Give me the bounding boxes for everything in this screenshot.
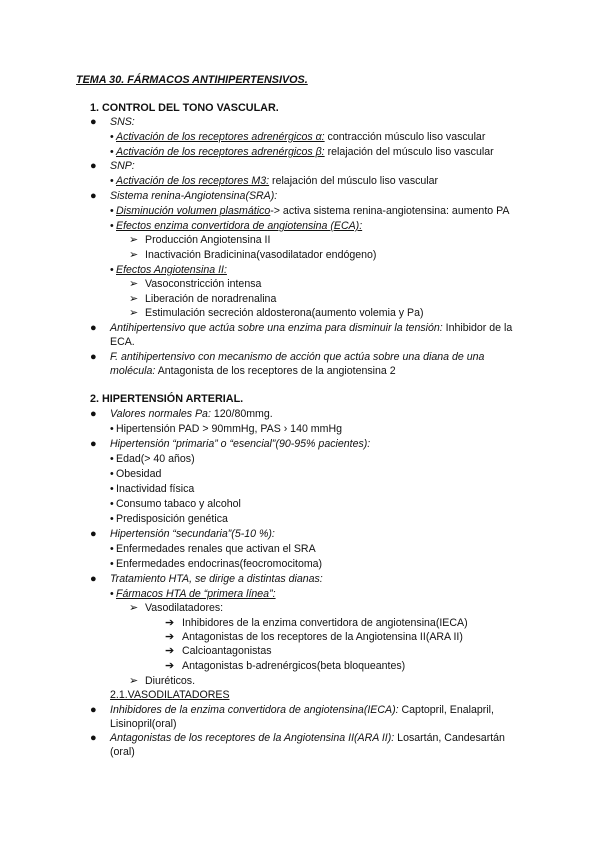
bullet: • bbox=[110, 513, 114, 525]
bullet-dot: ● bbox=[90, 704, 97, 716]
bullet-dot: ● bbox=[90, 408, 97, 420]
arrow-bullet: ➢ bbox=[129, 675, 139, 687]
vasodilatador-item: Calcioantagonistas bbox=[182, 645, 272, 657]
secundaria-item: Enfermedades renales que activan el SRA bbox=[116, 543, 316, 555]
sns-alpha-label: Activación de los receptores adrenérgicos α: bbox=[116, 131, 325, 143]
angiotensina-item: Vasoconstricción intensa bbox=[145, 278, 262, 290]
vasodilatador-item: Antagonistas b-adrenérgicos(beta bloqueantes) bbox=[182, 660, 406, 672]
primaria-item: Obesidad bbox=[116, 468, 162, 480]
bullet: • bbox=[110, 220, 114, 232]
snp-label: SNP: bbox=[110, 160, 135, 172]
section-2-heading: 2. HIPERTENSIÓN ARTERIAL. bbox=[90, 393, 244, 405]
arrow-bullet: ➢ bbox=[129, 278, 139, 290]
valores-normales-text: 120/80mmg. bbox=[210, 408, 273, 420]
arrow-bullet: ➔ bbox=[165, 645, 175, 657]
sra-volumen-text: -> activa sistema renina-angiotensina: aumento PA bbox=[270, 205, 510, 217]
arrow-bullet: ➔ bbox=[165, 660, 175, 672]
ara-paragraph bbox=[110, 731, 522, 759]
bullet: • bbox=[110, 146, 114, 158]
bullet-dot: ● bbox=[90, 190, 97, 202]
vasodilatador-item: Inhibidores de la enzima convertidora de angiotensina(IECA) bbox=[182, 617, 468, 629]
sns-beta-label: Activación de los receptores adrenérgicos β: bbox=[116, 146, 325, 158]
subsection-heading: 2.1.VASODILATADORES bbox=[110, 689, 230, 701]
bullet: • bbox=[110, 175, 114, 187]
angiotensina-item: Liberación de noradrenalina bbox=[145, 293, 277, 305]
primera-linea-label: Fármacos HTA de “primera línea”: bbox=[116, 588, 276, 600]
bullet: • bbox=[110, 498, 114, 510]
bullet-dot: ● bbox=[90, 351, 97, 363]
bullet: • bbox=[110, 264, 114, 276]
primaria-item: Edad(> 40 años) bbox=[116, 453, 195, 465]
arrow-bullet: ➔ bbox=[165, 617, 175, 629]
diana-label: F. antihipertensivo con mecanismo de acción que actúa sobre una diana de una molécula: bbox=[110, 351, 485, 377]
sns-alpha-line bbox=[116, 130, 485, 144]
primaria-item: Consumo tabaco y alcohol bbox=[116, 498, 241, 510]
bullet: • bbox=[110, 423, 114, 435]
diureticos-label: Diuréticos. bbox=[145, 675, 196, 687]
antihipertensivo-text: Inhibidor de la ECA. bbox=[110, 322, 513, 348]
vasodilatadores-label: Vasodilatadores: bbox=[145, 602, 224, 614]
ara-label: Antagonistas de los receptores de la Angiotensina II(ARA II): bbox=[110, 732, 395, 744]
page-title: TEMA 30. FÁRMACOS ANTIHIPERTENSIVOS. bbox=[76, 74, 308, 86]
antihipertensivo-paragraph bbox=[110, 321, 522, 349]
diana-text: Antagonista de los receptores de la angiotensina 2 bbox=[155, 365, 396, 377]
primaria-label: Hipertensión “primaria” o “esencial”(90-95% pacientes): bbox=[110, 438, 371, 450]
sns-beta-line bbox=[116, 145, 494, 159]
tratamiento-label: Tratamiento HTA, se dirige a distintas dianas: bbox=[110, 573, 323, 585]
arrow-bullet: ➢ bbox=[129, 293, 139, 305]
bullet: • bbox=[110, 543, 114, 555]
eca-item: Producción Angiotensina II bbox=[145, 234, 271, 246]
snp-m3-label: Activación de los receptores M3: bbox=[116, 175, 270, 187]
ara-text: Losartán, Candesartán (oral) bbox=[110, 732, 505, 758]
sra-volumen-line bbox=[116, 204, 509, 218]
bullet-dot: ● bbox=[90, 573, 97, 585]
snp-m3-text: relajación del músculo liso vascular bbox=[269, 175, 439, 187]
secundaria-label: Hipertensión “secundaria”(5-10 %): bbox=[110, 528, 275, 540]
arrow-bullet: ➢ bbox=[129, 234, 139, 246]
bullet: • bbox=[110, 483, 114, 495]
section-1-heading: 1. CONTROL DEL TONO VASCULAR. bbox=[90, 102, 279, 114]
arrow-bullet: ➢ bbox=[129, 307, 139, 319]
sns-beta-text: relajación del músculo liso vascular bbox=[324, 146, 494, 158]
ieca-paragraph bbox=[110, 703, 522, 731]
bullet: • bbox=[110, 205, 114, 217]
angiotensina-item: Estimulación secreción aldosterona(aumento volemia y Pa) bbox=[145, 307, 424, 319]
arrow-bullet: ➢ bbox=[129, 602, 139, 614]
bullet-dot: ● bbox=[90, 732, 97, 744]
vasodilatador-item: Antagonistas de los receptores de la Angiotensina II(ARA II) bbox=[182, 631, 463, 643]
valores-normales-line bbox=[110, 407, 273, 421]
arrow-bullet: ➔ bbox=[165, 631, 175, 643]
primaria-item: Inactividad física bbox=[116, 483, 195, 495]
bullet: • bbox=[110, 131, 114, 143]
hipertension-values: Hipertensión PAD > 90mmHg, PAS › 140 mmHg bbox=[116, 423, 342, 435]
bullet-dot: ● bbox=[90, 438, 97, 450]
secundaria-item: Enfermedades endocrinas(feocromocitoma) bbox=[116, 558, 323, 570]
bullet: • bbox=[110, 558, 114, 570]
angiotensina-label: Efectos Angiotensina II: bbox=[116, 264, 227, 276]
sns-label: SNS: bbox=[110, 116, 135, 128]
sra-label: Sistema renina-Angiotensina(SRA): bbox=[110, 190, 278, 202]
primaria-item: Predisposición genética bbox=[116, 513, 228, 525]
bullet-dot: ● bbox=[90, 116, 97, 128]
arrow-bullet: ➢ bbox=[129, 249, 139, 261]
snp-m3-line bbox=[116, 174, 438, 188]
bullet-dot: ● bbox=[90, 160, 97, 172]
valores-normales-label: Valores normales Pa: bbox=[110, 408, 211, 420]
bullet: • bbox=[110, 453, 114, 465]
eca-item: Inactivación Bradicinina(vasodilatador endógeno) bbox=[145, 249, 377, 261]
bullet-dot: ● bbox=[90, 528, 97, 540]
bullet: • bbox=[110, 588, 114, 600]
sns-alpha-text: contracción músculo liso vascular bbox=[324, 131, 486, 143]
ieca-label: Inhibidores de la enzima convertidora de angiotensina(IECA): bbox=[110, 704, 399, 716]
bullet-dot: ● bbox=[90, 322, 97, 334]
ieca-text: Captopril, Enalapril, Lisinopril(oral) bbox=[110, 704, 494, 730]
sra-volumen-label: Disminución volumen plasmático bbox=[116, 205, 271, 217]
eca-label: Efectos enzima convertidora de angiotensina (ECA): bbox=[116, 220, 363, 232]
bullet: • bbox=[110, 468, 114, 480]
antihipertensivo-label: Antihipertensivo que actúa sobre una enzima para disminuir la tensión: bbox=[110, 322, 443, 334]
diana-paragraph bbox=[110, 350, 522, 378]
